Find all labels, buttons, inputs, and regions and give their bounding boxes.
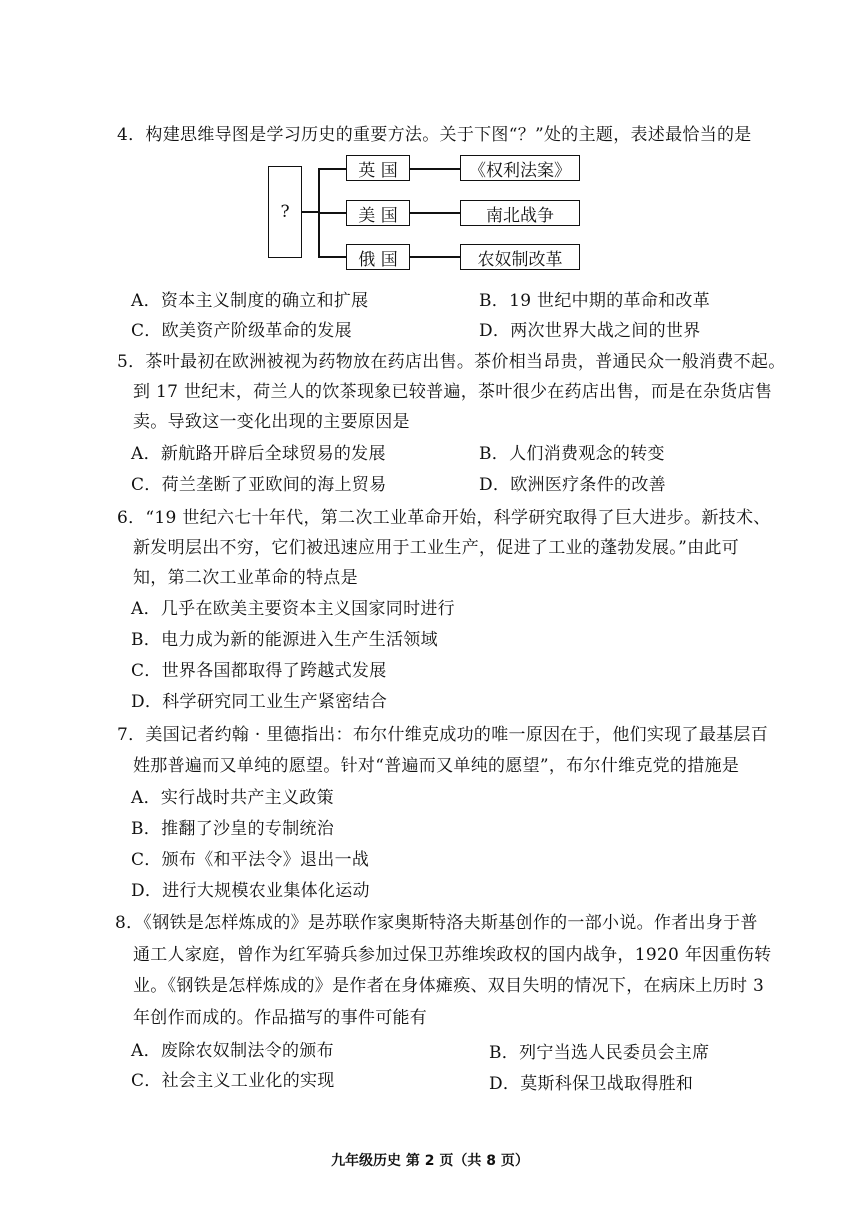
q6-option-b[interactable]: B．电力成为新的能源进入生产生活领域 xyxy=(131,630,438,650)
q7-option-a[interactable]: A．实行战时共产主义政策 xyxy=(131,788,334,808)
q5-stem-line-2: 到 17 世纪末，荷兰人的饮茶现象已较普遍，茶叶很少在药店出售，而是在杂货店售 xyxy=(133,382,773,402)
q6-stem-line-3: 知，第二次工业革命的特点是 xyxy=(133,568,358,588)
q8-stem-line-2: 通工人家庭，曾作为红军骑兵参加过保卫苏维埃政权的国内战争，1920 年因重伤转 xyxy=(133,945,772,965)
country-box-uk: 英 国 xyxy=(346,155,410,181)
q7-option-d[interactable]: D．进行大规模农业集体化运动 xyxy=(131,881,370,901)
connector xyxy=(410,212,460,214)
q5-stem-line-3: 卖。导致这一变化出现的主要原因是 xyxy=(133,412,410,432)
connector xyxy=(410,168,460,170)
q6-option-c[interactable]: C．世界各国都取得了跨越式发展 xyxy=(131,661,387,681)
mind-map-diagram xyxy=(268,150,588,275)
connector xyxy=(318,212,346,214)
q4-stem: 4．构建思维导图是学习历史的重要方法。关于下图“？”处的主题，表述最恰当的是 xyxy=(117,125,752,145)
q6-stem-line-2: 新发明层出不穷，它们被迅速应用于工业生产，促进了工业的蓬勃发展。”由此可 xyxy=(133,538,739,558)
country-box-us: 美 国 xyxy=(346,200,410,226)
q5-option-c[interactable]: C．荷兰垄断了亚欧间的海上贸易 xyxy=(131,475,387,495)
mind-map-center: ? xyxy=(268,166,302,258)
q4-option-a[interactable]: A．资本主义制度的确立和扩展 xyxy=(131,291,369,311)
event-box-us: 南北战争 xyxy=(460,200,580,226)
connector xyxy=(318,256,346,258)
q8-option-a[interactable]: A．废除农奴制法令的颁布 xyxy=(131,1041,334,1061)
q4-option-b[interactable]: B．19 世纪中期的革命和改革 xyxy=(479,291,711,311)
q8-stem-line-4: 年创作而成的。作品描写的事件可能有 xyxy=(133,1008,428,1028)
connector xyxy=(318,168,346,170)
country-box-russia: 俄 国 xyxy=(346,244,410,270)
q7-option-b[interactable]: B．推翻了沙皇的专制统治 xyxy=(131,819,335,839)
connector xyxy=(410,256,460,258)
q5-option-b[interactable]: B．人们消费观念的转变 xyxy=(479,444,665,464)
q8-option-c[interactable]: C．社会主义工业化的实现 xyxy=(131,1071,335,1091)
q5-option-d[interactable]: D．欧洲医疗条件的改善 xyxy=(479,475,666,495)
q8-option-b[interactable]: B．列宁当选人民委员会主席 xyxy=(489,1043,710,1063)
q6-stem-line-1: 6．“19 世纪六七十年代，第二次工业革命开始，科学研究取得了巨大进步。新技术、 xyxy=(117,508,771,528)
q6-option-a[interactable]: A．几乎在欧美主要资本主义国家同时进行 xyxy=(131,599,455,619)
q8-stem-line-3: 业。《钢铁是怎样炼成的》是作者在身体瘫痪、双目失明的情况下，在病床上历时 3 xyxy=(133,976,765,996)
q7-stem-line-1: 7．美国记者约翰 · 里德指出：布尔什维克成功的唯一原因在于，他们实现了最基层百 xyxy=(117,725,769,745)
q8-stem-line-1: 8．《钢铁是怎样炼成的》是苏联作家奥斯特洛夫斯基创作的一部小说。作者出身于普 xyxy=(115,913,758,933)
q6-option-d[interactable]: D．科学研究同工业生产紧密结合 xyxy=(131,692,388,712)
q8-option-d[interactable]: D．莫斯科保卫战取得胜和 xyxy=(489,1074,694,1094)
event-box-russia: 农奴制改革 xyxy=(460,244,580,270)
q7-option-c[interactable]: C．颁布《和平法令》退出一战 xyxy=(131,850,370,870)
q5-option-a[interactable]: A．新航路开辟后全球贸易的发展 xyxy=(131,444,386,464)
q7-stem-line-2: 姓那普遍而又单纯的愿望。针对“普遍而又单纯的愿望”，布尔什维克党的措施是 xyxy=(133,756,740,776)
q4-option-d[interactable]: D．两次世界大战之间的世界 xyxy=(479,321,701,341)
connector xyxy=(302,211,318,213)
page-footer: 九年级历史 第 2 页（共 8 页） xyxy=(331,1153,529,1169)
q5-stem-line-1: 5．茶叶最初在欧洲被视为药物放在药店出售。茶价相当昂贵，普通民众一般消费不起。 xyxy=(117,352,786,372)
event-box-uk: 《权利法案》 xyxy=(460,155,580,181)
q4-option-c[interactable]: C．欧美资产阶级革命的发展 xyxy=(131,321,352,341)
